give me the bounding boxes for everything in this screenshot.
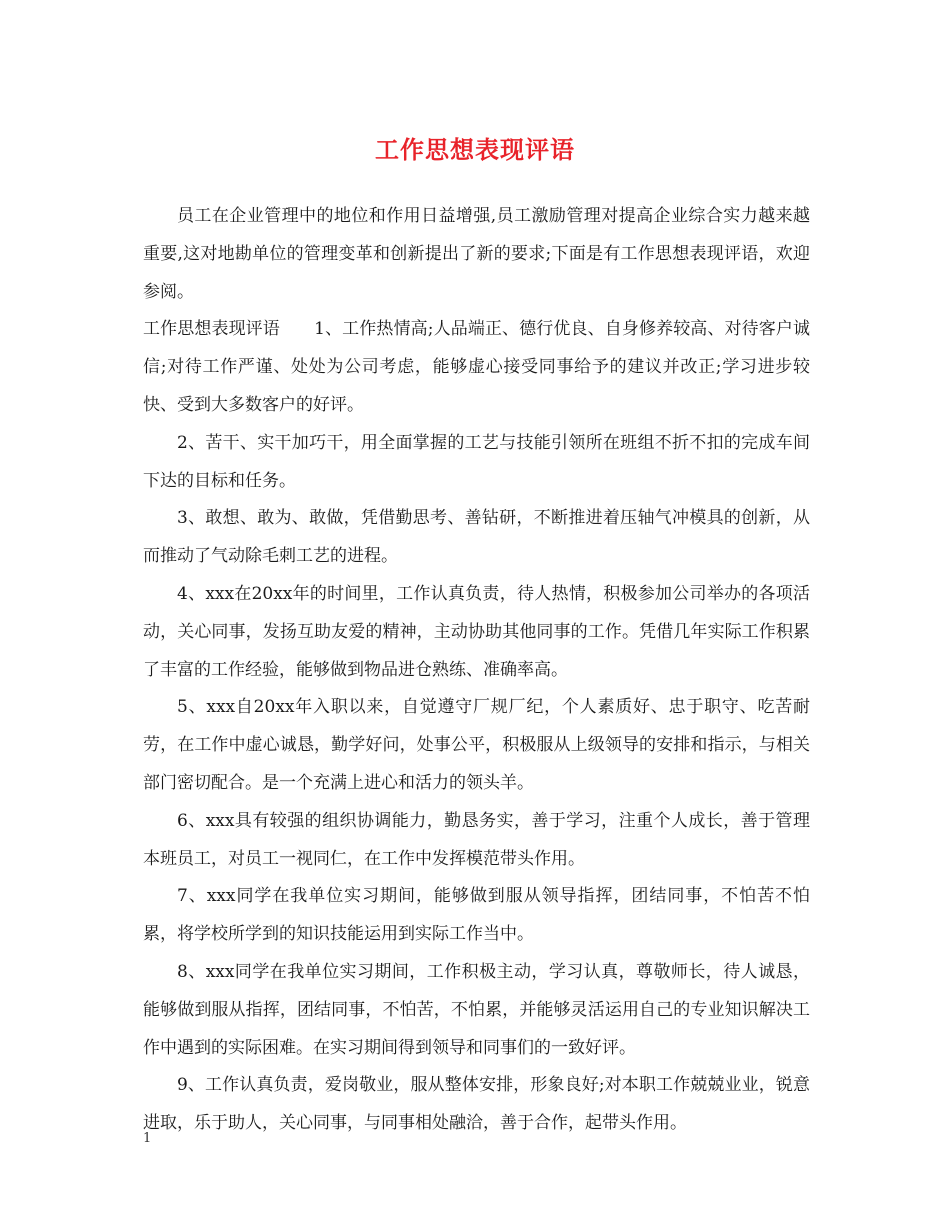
page-number: 1	[143, 1131, 152, 1146]
item-paragraph-5: 5、xxx自20xx年入职以来，自觉遵守厂规厂纪，个人素质好、忠于职守、吃苦耐劳，在工作中虚心诚恳，勤学好问，处事公平，积极服从上级领导的安排和指示，与相关部门密切配合。是一个充满上进心和活力的领头羊。	[143, 697, 810, 793]
first-item-paragraph: 工作思想表现评语 1、工作热情高;人品端正、德行优良、自身修养较高、对待客户诚信;对待工作严谨、处处为公司考虑，能够虚心接受同事给予的建议并改正;学习进步较快、受到大多数客户的好评。	[143, 319, 810, 415]
item-paragraph-4: 4、xxx在20xx年的时间里，工作认真负责，待人热情，积极参加公司举办的各项活动，关心同事，发扬互助友爱的精神，主动协助其他同事的工作。凭借几年实际工作积累了丰富的工作经验，能够做到物品进仓熟练、准确率高。	[143, 583, 810, 680]
document-title: 工作思想表现评语	[375, 135, 575, 164]
intro-paragraph: 员工在企业管理中的地位和作用日益增强,员工激励管理对提高企业综合实力越来越重要,这对地勘单位的管理变革和创新提出了新的要求;下面是有工作思想表现评语，欢迎参阅。	[143, 206, 810, 302]
item-paragraph-2: 2、苦干、实干加巧干，用全面掌握的工艺与技能引领所在班组不折不扣的完成车间下达的目标和任务。	[143, 432, 810, 491]
item-paragraph-6: 6、xxx具有较强的组织协调能力，勤恳务实，善于学习，注重个人成长，善于管理本班员工，对员工一视同仁，在工作中发挥模范带头作用。	[143, 810, 810, 869]
item-paragraph-3: 3、敢想、敢为、敢做，凭借勤思考、善钻研，不断推进着压轴气冲模具的创新，从而推动了气动除毛刺工艺的进程。	[143, 508, 810, 567]
item-paragraph-9: 9、工作认真负责，爱岗敬业，服从整体安排，形象良好;对本职工作兢兢业业，锐意进取，乐于助人，关心同事，与同事相处融洽，善于合作，起带头作用。	[143, 1075, 810, 1134]
item-paragraph-8: 8、xxx同学在我单位实习期间，工作积极主动，学习认真，尊敬师长，待人诚恳，能够做到服从指挥，团结同事，不怕苦，不怕累，并能够灵活运用自己的专业知识解决工作中遇到的实际困难。在实习期间得到领导和同事们的一致好评。	[143, 961, 810, 1058]
document-body	[143, 198, 810, 1143]
item-paragraph-7: 7、xxx同学在我单位实习期间，能够做到服从领导指挥，团结同事，不怕苦不怕累，将学校所学到的知识技能运用到实际工作当中。	[143, 886, 810, 945]
